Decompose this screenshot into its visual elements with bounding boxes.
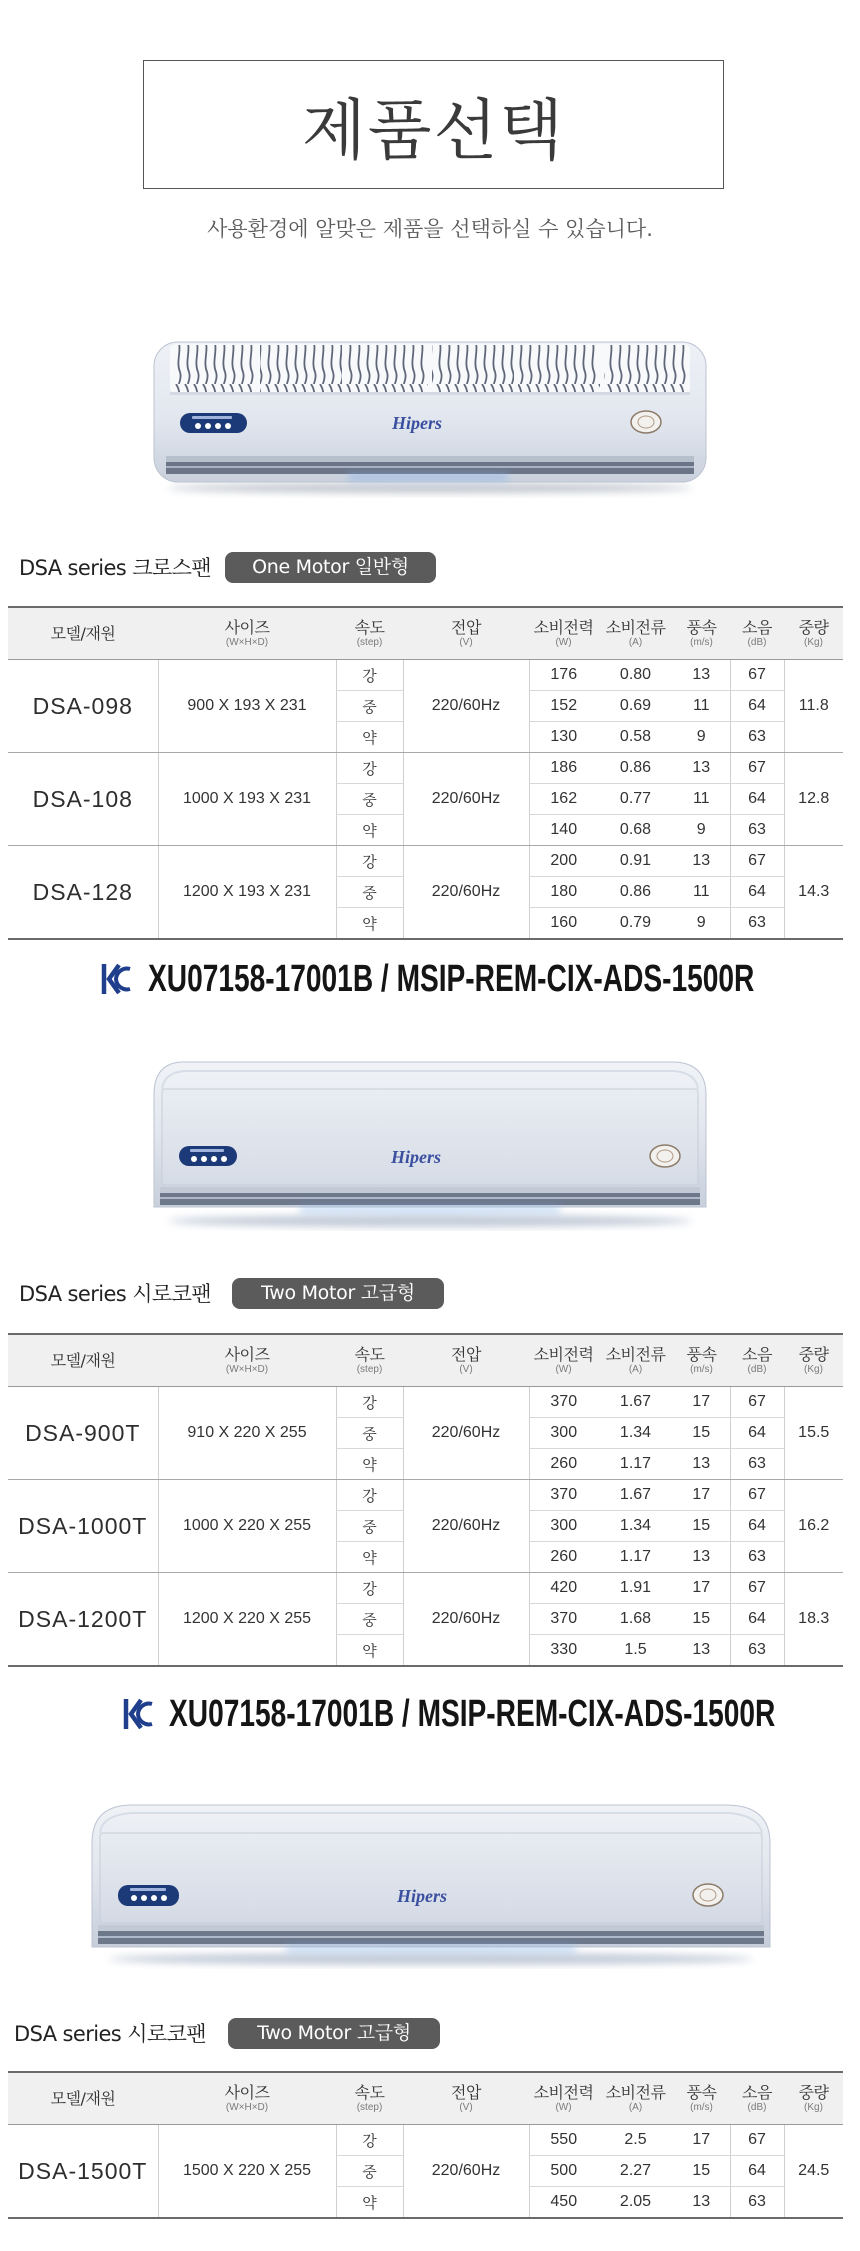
current-value: 2.27	[598, 2156, 673, 2187]
wind-speed-value: 13	[673, 2187, 730, 2219]
model-name: DSA-108	[8, 753, 158, 846]
control-panel-icon	[179, 1146, 237, 1166]
noise-value: 67	[730, 1573, 784, 1604]
speed-step: 중	[336, 1604, 403, 1635]
size-value: 900 X 193 X 231	[158, 660, 336, 753]
spec-row	[8, 846, 843, 877]
power-value: 260	[529, 1542, 598, 1573]
spec-row	[8, 1573, 843, 1604]
noise-value: 63	[730, 2187, 784, 2219]
kc-mark-icon	[122, 1696, 154, 1732]
spec-header-row	[8, 2072, 843, 2125]
power-value: 176	[529, 660, 598, 691]
wind-speed-value: 9	[673, 815, 730, 846]
page-subtitle: 사용환경에 알맞은 제품을 선택하실 수 있습니다.	[207, 217, 653, 241]
current-value: 0.91	[598, 846, 673, 877]
noise-value: 63	[730, 1449, 784, 1480]
spec-header-cell	[730, 1334, 784, 1387]
spec-header-cell	[529, 2072, 598, 2125]
header-label: 모델/재원	[50, 1351, 116, 1370]
weight-value: 16.2	[784, 1480, 843, 1573]
spec-header-cell	[8, 2072, 158, 2125]
size-value: 1000 X 220 X 255	[158, 1480, 336, 1573]
spec-header-cell	[730, 607, 784, 660]
noise-value: 64	[730, 691, 784, 722]
spec-header-row	[8, 607, 843, 660]
product-image-sirocco-large	[86, 1797, 776, 1969]
voltage-value: 220/60Hz	[403, 1480, 529, 1573]
speed-step: 약	[336, 1449, 403, 1480]
header-label: 소비전류	[605, 618, 666, 637]
wind-speed-value: 11	[673, 784, 730, 815]
model-name: DSA-1000T	[8, 1480, 158, 1573]
spec-header-cell	[784, 2072, 843, 2125]
header-label: 소비전력	[533, 2083, 594, 2102]
header-label: 모델/재원	[50, 2089, 116, 2108]
header-unit: (Kg)	[804, 1364, 823, 1375]
wind-speed-value: 17	[673, 2125, 730, 2156]
header-unit: (W×H×D)	[225, 2102, 269, 2113]
emblem-badge-icon	[693, 1884, 723, 1906]
header-unit: (step)	[356, 637, 383, 648]
current-value: 1.17	[598, 1449, 673, 1480]
series-title: DSA series 시로코팬	[19, 1282, 211, 1306]
speed-step: 중	[336, 877, 403, 908]
spec-header-cell	[403, 1334, 529, 1387]
speed-step: 중	[336, 1511, 403, 1542]
spec-header-cell	[529, 607, 598, 660]
noise-value: 64	[730, 1604, 784, 1635]
speed-step: 약	[336, 1635, 403, 1667]
header-unit: (m/s)	[690, 637, 713, 648]
spec-header-cell	[158, 2072, 336, 2125]
current-value: 2.05	[598, 2187, 673, 2219]
header-unit: (Kg)	[804, 2102, 823, 2113]
spec-table-sirocco-large	[8, 2071, 843, 2219]
model-name: DSA-1500T	[8, 2125, 158, 2219]
spec-header-cell	[598, 1334, 673, 1387]
spec-header-cell	[158, 1334, 336, 1387]
wind-speed-value: 15	[673, 1418, 730, 1449]
current-value: 1.67	[598, 1387, 673, 1418]
noise-value: 64	[730, 877, 784, 908]
model-name: DSA-900T	[8, 1387, 158, 1480]
header-label: 중량	[798, 2083, 829, 2102]
header-unit: (V)	[459, 637, 473, 648]
speed-step: 강	[336, 846, 403, 877]
header-unit: (A)	[628, 2102, 643, 2113]
speed-step: 강	[336, 1387, 403, 1418]
weight-value: 12.8	[784, 753, 843, 846]
spec-header-cell	[598, 2072, 673, 2125]
product-image-sirocco	[150, 1059, 710, 1231]
power-value: 370	[529, 1480, 598, 1511]
current-value: 0.86	[598, 877, 673, 908]
model-name: DSA-1200T	[8, 1573, 158, 1667]
speed-step: 강	[336, 753, 403, 784]
power-value: 370	[529, 1604, 598, 1635]
spec-table	[8, 1333, 843, 1667]
header-label: 소비전류	[605, 1345, 666, 1364]
noise-value: 67	[730, 660, 784, 691]
page-title: 제품선택	[301, 92, 566, 169]
noise-value: 67	[730, 1387, 784, 1418]
power-value: 300	[529, 1418, 598, 1449]
speed-step: 중	[336, 1418, 403, 1449]
speed-step: 중	[336, 2156, 403, 2187]
power-value: 162	[529, 784, 598, 815]
kc-mark-icon	[100, 961, 132, 997]
motor-type-badge: Two Motor 고급형	[232, 1278, 444, 1309]
model-name: DSA-098	[8, 660, 158, 753]
emblem-badge-icon	[631, 411, 661, 433]
header-label: 풍속	[686, 1345, 717, 1364]
header-label: 모델/재원	[50, 624, 116, 643]
spec-row	[8, 660, 843, 691]
power-value: 550	[529, 2125, 598, 2156]
power-value: 370	[529, 1387, 598, 1418]
spec-row	[8, 1387, 843, 1418]
spec-header-cell	[336, 2072, 403, 2125]
weight-value: 15.5	[784, 1387, 843, 1480]
speed-step: 중	[336, 691, 403, 722]
noise-value: 67	[730, 1480, 784, 1511]
voltage-value: 220/60Hz	[403, 1573, 529, 1667]
header-label: 풍속	[686, 618, 717, 637]
header-label: 전압	[451, 1345, 481, 1364]
header-unit: (V)	[459, 1364, 473, 1375]
wind-speed-value: 17	[673, 1387, 730, 1418]
spec-row	[8, 753, 843, 784]
spec-header-cell	[336, 607, 403, 660]
header-unit: (dB)	[747, 2102, 767, 2113]
spec-header-cell	[403, 607, 529, 660]
wind-speed-value: 13	[673, 1449, 730, 1480]
product-image-crossflow	[148, 336, 712, 498]
speed-step: 약	[336, 815, 403, 846]
spec-header-cell	[784, 607, 843, 660]
noise-value: 64	[730, 784, 784, 815]
header-label: 소음	[742, 1345, 772, 1364]
header-unit: (W)	[555, 1364, 572, 1375]
motor-type-badge: Two Motor 고급형	[228, 2018, 440, 2049]
weight-value: 11.8	[784, 660, 843, 753]
spec-header-cell	[784, 1334, 843, 1387]
noise-value: 63	[730, 1542, 784, 1573]
wind-speed-value: 13	[673, 846, 730, 877]
noise-value: 64	[730, 1511, 784, 1542]
current-value: 1.17	[598, 1542, 673, 1573]
header-label: 소음	[742, 618, 772, 637]
power-value: 300	[529, 1511, 598, 1542]
current-value: 0.68	[598, 815, 673, 846]
header-unit: (Kg)	[804, 637, 823, 648]
noise-value: 67	[730, 2125, 784, 2156]
header-unit: (W×H×D)	[225, 1364, 269, 1375]
wind-speed-value: 9	[673, 908, 730, 940]
title-box	[143, 60, 724, 189]
motor-type-badge: One Motor 일반형	[225, 552, 436, 583]
header-label: 사이즈	[224, 2083, 270, 2102]
spec-header-cell	[336, 1334, 403, 1387]
header-label: 전압	[451, 618, 481, 637]
power-value: 152	[529, 691, 598, 722]
spec-table-sirocco	[8, 1333, 843, 1667]
header-unit: (step)	[356, 1364, 383, 1375]
current-value: 1.91	[598, 1573, 673, 1604]
header-unit: (A)	[628, 637, 643, 648]
series-title: DSA series 크로스팬	[19, 556, 211, 580]
power-value: 160	[529, 908, 598, 940]
voltage-value: 220/60Hz	[403, 1387, 529, 1480]
header-unit: (V)	[459, 2102, 473, 2113]
spec-header-cell	[598, 607, 673, 660]
speed-step: 강	[336, 660, 403, 691]
size-value: 1200 X 193 X 231	[158, 846, 336, 940]
wind-speed-value: 13	[673, 753, 730, 784]
weight-value: 24.5	[784, 2125, 843, 2219]
current-value: 0.77	[598, 784, 673, 815]
wind-speed-value: 15	[673, 2156, 730, 2187]
header-unit: (m/s)	[690, 1364, 713, 1375]
spec-header-cell	[730, 2072, 784, 2125]
noise-value: 63	[730, 815, 784, 846]
model-name: DSA-128	[8, 846, 158, 940]
voltage-value: 220/60Hz	[403, 846, 529, 940]
header-label: 사이즈	[224, 618, 270, 637]
spec-header-cell	[673, 1334, 730, 1387]
header-label: 속도	[354, 1345, 385, 1364]
wind-speed-value: 15	[673, 1511, 730, 1542]
noise-value: 64	[730, 2156, 784, 2187]
control-panel-icon	[118, 1885, 179, 1906]
series-title: DSA series 시로코팬	[14, 2022, 206, 2046]
noise-value: 67	[730, 753, 784, 784]
voltage-value: 220/60Hz	[403, 2125, 529, 2219]
header-label: 속도	[354, 2083, 385, 2102]
header-unit: (dB)	[747, 1364, 767, 1375]
brand-logo: Hipers	[397, 1886, 448, 1906]
spec-table	[8, 2071, 843, 2219]
header-label: 사이즈	[224, 1345, 270, 1364]
wind-speed-value: 11	[673, 691, 730, 722]
size-value: 1200 X 220 X 255	[158, 1573, 336, 1667]
wind-speed-value: 9	[673, 722, 730, 753]
power-value: 180	[529, 877, 598, 908]
header-unit: (W)	[555, 637, 572, 648]
power-value: 260	[529, 1449, 598, 1480]
header-unit: (A)	[628, 1364, 643, 1375]
speed-step: 약	[336, 2187, 403, 2219]
noise-value: 63	[730, 908, 784, 940]
wind-speed-value: 13	[673, 1635, 730, 1667]
weight-value: 18.3	[784, 1573, 843, 1667]
wind-speed-value: 13	[673, 660, 730, 691]
current-value: 1.68	[598, 1604, 673, 1635]
spec-header-cell	[158, 607, 336, 660]
speed-step: 강	[336, 1480, 403, 1511]
size-value: 1500 X 220 X 255	[158, 2125, 336, 2219]
noise-value: 63	[730, 722, 784, 753]
wind-speed-value: 13	[673, 1542, 730, 1573]
power-value: 186	[529, 753, 598, 784]
header-unit: (m/s)	[690, 2102, 713, 2113]
wind-speed-value: 17	[673, 1573, 730, 1604]
header-label: 중량	[798, 618, 829, 637]
speed-step: 약	[336, 1542, 403, 1573]
header-unit: (W)	[555, 2102, 572, 2113]
wind-speed-value: 15	[673, 1604, 730, 1635]
current-value: 1.67	[598, 1480, 673, 1511]
speed-step: 강	[336, 1573, 403, 1604]
noise-value: 63	[730, 1635, 784, 1667]
power-value: 130	[529, 722, 598, 753]
header-label: 소음	[742, 2083, 772, 2102]
current-value: 2.5	[598, 2125, 673, 2156]
current-value: 0.79	[598, 908, 673, 940]
voltage-value: 220/60Hz	[403, 753, 529, 846]
wind-speed-value: 17	[673, 1480, 730, 1511]
spec-header-row	[8, 1334, 843, 1387]
speed-step: 약	[336, 722, 403, 753]
power-value: 330	[529, 1635, 598, 1667]
header-label: 전압	[451, 2083, 481, 2102]
brand-logo: Hipers	[391, 1147, 442, 1167]
size-value: 1000 X 193 X 231	[158, 753, 336, 846]
current-value: 0.69	[598, 691, 673, 722]
brand-logo: Hipers	[392, 413, 443, 433]
spec-header-cell	[673, 2072, 730, 2125]
current-value: 0.58	[598, 722, 673, 753]
header-label: 풍속	[686, 2083, 717, 2102]
noise-value: 64	[730, 1418, 784, 1449]
speed-step: 중	[336, 784, 403, 815]
header-label: 소비전력	[533, 618, 594, 637]
header-label: 소비전류	[605, 2083, 666, 2102]
spec-table-crossflow	[8, 606, 843, 940]
spec-header-cell	[403, 2072, 529, 2125]
speed-step: 강	[336, 2125, 403, 2156]
current-value: 1.34	[598, 1511, 673, 1542]
voltage-value: 220/60Hz	[403, 660, 529, 753]
power-value: 420	[529, 1573, 598, 1604]
current-value: 1.5	[598, 1635, 673, 1667]
header-label: 속도	[354, 618, 385, 637]
size-value: 910 X 220 X 255	[158, 1387, 336, 1480]
spec-table	[8, 606, 843, 940]
power-value: 140	[529, 815, 598, 846]
header-unit: (W×H×D)	[225, 637, 269, 648]
header-label: 소비전력	[533, 1345, 594, 1364]
spec-header-cell	[529, 1334, 598, 1387]
certification-number: XU07158-17001B / MSIP-REM-CIX-ADS-1500R	[148, 958, 755, 1000]
current-value: 1.34	[598, 1418, 673, 1449]
power-value: 450	[529, 2187, 598, 2219]
spec-header-cell	[8, 1334, 158, 1387]
spec-header-cell	[8, 607, 158, 660]
current-value: 0.86	[598, 753, 673, 784]
control-panel-icon	[180, 413, 247, 433]
power-value: 200	[529, 846, 598, 877]
noise-value: 67	[730, 846, 784, 877]
header-unit: (step)	[356, 2102, 383, 2113]
spec-row	[8, 2125, 843, 2156]
header-unit: (dB)	[747, 637, 767, 648]
spec-header-cell	[673, 607, 730, 660]
wind-speed-value: 11	[673, 877, 730, 908]
weight-value: 14.3	[784, 846, 843, 940]
speed-step: 약	[336, 908, 403, 940]
certification-number: XU07158-17001B / MSIP-REM-CIX-ADS-1500R	[169, 1693, 776, 1735]
emblem-badge-icon	[650, 1145, 680, 1167]
header-label: 중량	[798, 1345, 829, 1364]
power-value: 500	[529, 2156, 598, 2187]
current-value: 0.80	[598, 660, 673, 691]
spec-row	[8, 1480, 843, 1511]
